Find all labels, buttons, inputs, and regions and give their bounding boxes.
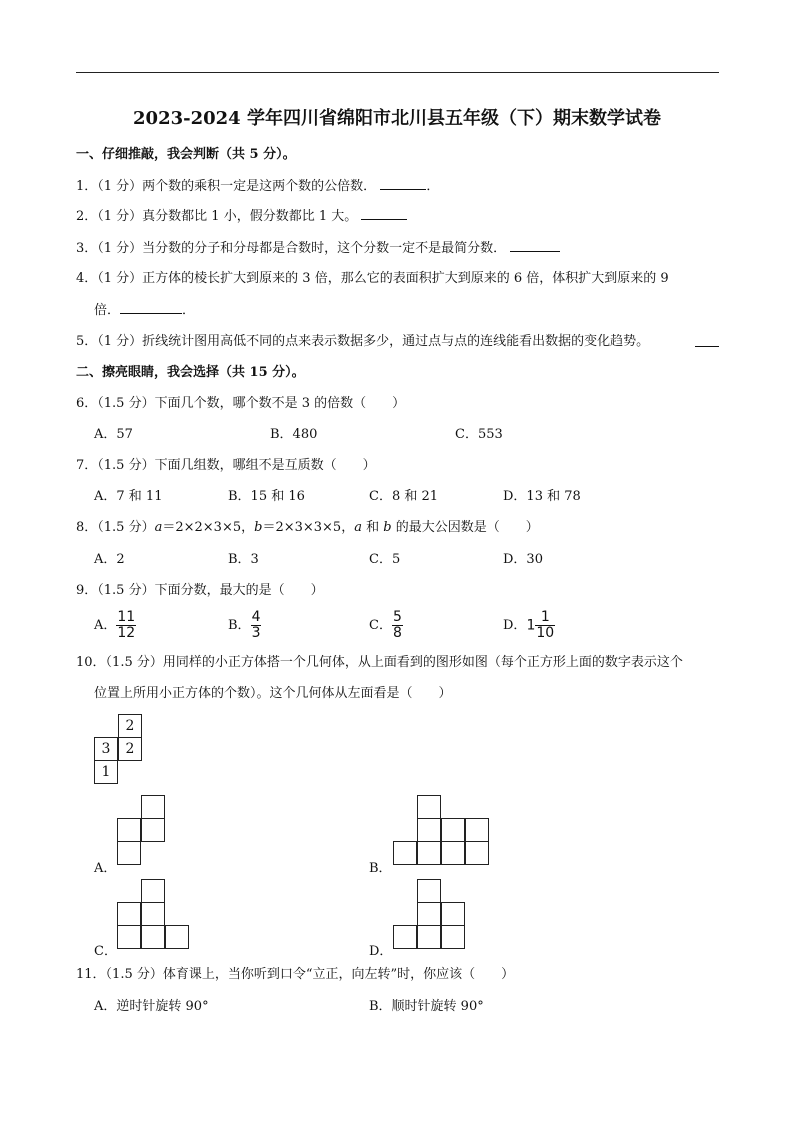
fraction-numerator: 4 xyxy=(251,609,261,625)
q8-option-a[interactable]: A．2 xyxy=(94,552,125,567)
question-11-stem: 11．（1.5 分）体育课上，当你听到口令“立正，向左转”时，你应该（ ） xyxy=(76,967,515,982)
question-3-text: 3．（1 分）当分数的分子和分母都是合数时，这个分数一定不是最简分数． xyxy=(76,241,507,256)
answer-blank-5[interactable] xyxy=(695,334,719,347)
cube-square xyxy=(417,795,441,819)
q9-option-d-label: D． xyxy=(503,618,527,633)
answer-blank-4[interactable] xyxy=(120,301,182,314)
cube-square xyxy=(393,925,417,949)
question-10-line2: 位置上所用小正方体的个数）。这个几何体从左面看是（ ） xyxy=(94,686,452,701)
q9-option-b-label: B． xyxy=(228,618,251,633)
question-4-line2 xyxy=(94,301,195,320)
section1-heading: 一、仔细推敲，我会判断（共 5 分）。 xyxy=(76,147,296,162)
fraction-numerator: 11 xyxy=(117,609,136,625)
q6-option-b[interactable]: B．480 xyxy=(270,427,318,442)
q7-option-d[interactable]: D．13 和 78 xyxy=(503,489,581,504)
cube-square xyxy=(117,818,141,842)
question-1-text: 1．（1 分）两个数的乘积一定是这两个数的公倍数． xyxy=(76,179,377,194)
q11-option-b[interactable]: B．顺时针旋转 90° xyxy=(369,999,484,1014)
q8-number: 8．（1.5 分） xyxy=(76,520,155,535)
q8-option-b[interactable]: B．3 xyxy=(228,552,259,567)
q9-option-b[interactable] xyxy=(228,610,261,641)
question-5 xyxy=(76,333,649,351)
q9-fraction-c xyxy=(392,610,403,641)
cube-square xyxy=(417,902,441,926)
q9-option-c-label: C． xyxy=(369,618,392,633)
top-view-cell: 2 xyxy=(118,737,142,761)
q9-option-a[interactable] xyxy=(94,610,136,641)
q7-option-c[interactable]: C．8 和 21 xyxy=(369,489,439,504)
q8-option-d[interactable]: D．30 xyxy=(503,552,543,567)
q8-var-b: b xyxy=(254,520,263,535)
question-4-line1: 4．（1 分）正方体的棱长扩大到原来的 3 倍，那么它的表面积扩大到原来的 6 倍，体积扩大到原来的 9 xyxy=(76,271,669,286)
cube-square xyxy=(417,879,441,903)
q8-var-a2: a xyxy=(354,520,362,535)
answer-blank-1[interactable] xyxy=(380,177,426,190)
q10-option-a-label[interactable]: A． xyxy=(94,861,117,876)
q8-expr-b: ＝2×3×3×5， xyxy=(262,520,355,535)
question-5-text: 5．（1 分）折线统计图用高低不同的点来表示数据多少，通过点与点的连线能看出数据的变化趋势。 xyxy=(76,334,650,349)
q10-option-d-label[interactable]: D． xyxy=(369,944,393,959)
q8-tail: 的最大公因数是（ ） xyxy=(391,520,539,535)
question-2-text: 2．（1 分）真分数都比 1 小，假分数都比 1 大。 xyxy=(76,209,358,224)
cube-square xyxy=(117,925,141,949)
q7-option-b[interactable]: B．15 和 16 xyxy=(228,489,305,504)
section2-heading: 二、擦亮眼睛，我会选择（共 15 分）。 xyxy=(76,365,305,380)
answer-blank-2[interactable] xyxy=(361,207,407,220)
q8-expr-a: ＝2×2×3×5， xyxy=(162,520,255,535)
cube-square xyxy=(441,818,465,842)
question-4-line2-text: 倍． xyxy=(94,303,121,318)
cube-square xyxy=(117,902,141,926)
cube-square xyxy=(417,925,441,949)
q9-option-d[interactable] xyxy=(503,610,555,641)
q9-option-a-label: A． xyxy=(94,618,117,633)
cube-square xyxy=(465,841,489,865)
cube-square xyxy=(393,841,417,865)
header-rule xyxy=(76,72,719,73)
question-1-tail: ． xyxy=(426,179,440,194)
cube-square xyxy=(141,795,165,819)
q9-fraction-b xyxy=(251,610,262,641)
q8-var-a: a xyxy=(154,520,163,535)
question-1 xyxy=(76,177,439,196)
cube-square xyxy=(441,925,465,949)
cube-square xyxy=(441,841,465,865)
cube-square xyxy=(141,818,165,842)
q7-option-a[interactable]: A．7 和 11 xyxy=(94,489,163,504)
q8-and: 和 xyxy=(361,520,384,535)
q10-option-c-label[interactable]: C． xyxy=(94,944,117,959)
q9-fraction-d xyxy=(535,610,555,641)
question-4-tail: ． xyxy=(182,303,196,318)
cube-square xyxy=(165,925,189,949)
q11-option-a[interactable]: A．逆时针旋转 90° xyxy=(94,999,209,1014)
question-3 xyxy=(76,239,560,258)
q8-option-c[interactable]: C．5 xyxy=(369,552,401,567)
q8-var-b2: b xyxy=(383,520,392,535)
cube-square xyxy=(417,818,441,842)
q6-option-a[interactable]: A．57 xyxy=(94,427,133,442)
cube-square xyxy=(465,818,489,842)
fraction-numerator: 5 xyxy=(392,609,402,625)
answer-blank-3[interactable] xyxy=(510,239,560,252)
question-8-stem xyxy=(76,519,539,537)
fraction-denominator: 12 xyxy=(117,625,136,641)
question-9-stem: 9．（1.5 分）下面分数，最大的是（ ） xyxy=(76,583,324,598)
page-title: 2023-2024 学年四川省绵阳市北川县五年级（下）期末数学试卷 xyxy=(133,108,661,129)
cube-square xyxy=(141,902,165,926)
question-2 xyxy=(76,207,407,226)
q10-option-b-label[interactable]: B． xyxy=(369,861,392,876)
fraction-denominator: 8 xyxy=(392,625,402,641)
q9-fraction-a xyxy=(116,610,136,641)
question-6-stem: 6．（1.5 分）下面几个数，哪个数不是 3 的倍数（ ） xyxy=(76,396,406,411)
top-view-cell: 2 xyxy=(118,714,142,738)
q9-option-c[interactable] xyxy=(369,610,403,641)
cube-square xyxy=(141,925,165,949)
fraction-numerator: 1 xyxy=(535,610,555,626)
top-view-cell: 3 xyxy=(94,737,118,761)
question-7-stem: 7．（1.5 分）下面几组数，哪组不是互质数（ ） xyxy=(76,458,376,473)
q6-option-c[interactable]: C．553 xyxy=(455,427,503,442)
q9-mixed-whole: 1 xyxy=(526,617,536,634)
fraction-denominator: 3 xyxy=(251,625,261,641)
cube-square xyxy=(441,902,465,926)
cube-square xyxy=(117,841,141,865)
question-10-line1: 10．（1.5 分）用同样的小正方体搭一个几何体，从上面看到的图形如图（每个正方形上面的数字表示这个 xyxy=(76,655,683,670)
cube-square xyxy=(141,879,165,903)
top-view-cell: 1 xyxy=(94,760,118,784)
cube-square xyxy=(417,841,441,865)
fraction-denominator: 10 xyxy=(536,625,555,641)
